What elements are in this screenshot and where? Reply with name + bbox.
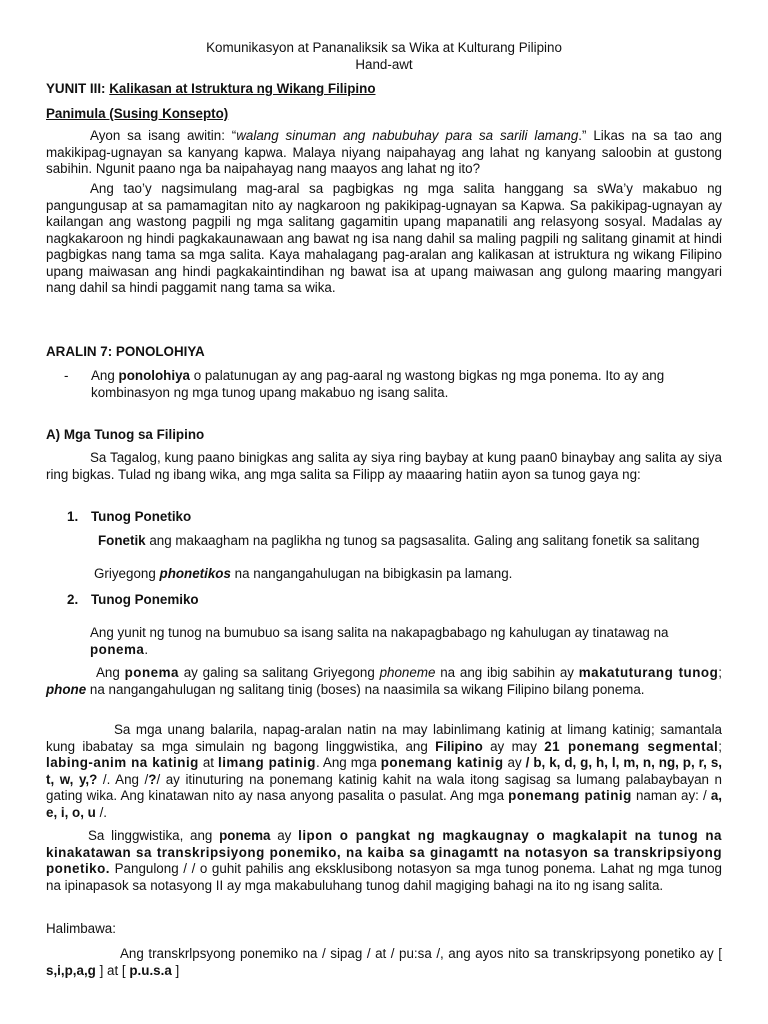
text-segment: na nangangahulugan ng salitang tinig (boses) na naasimila sa wikang Filipino bilang ponema. [86,681,645,697]
text-segment: . [144,641,149,657]
text-segment: Ayon sa isang awitin: “ [90,128,237,143]
text-segment: Ang transkrlpsyong ponemiko na / sipag / at / pu:sa /, ang ayos nito sa transkripsyong ponetiko ay [ [120,946,722,961]
term-ponemang-katinig: ponemang katinig [380,755,504,770]
unit-label: YUNIT III: [46,81,106,96]
intro-paragraph-2: Ang tao’y nagsimulang mag-aral sa pagbigkas ng mga salita hanggang sa sWa’y makabuo ng pangungusap at sa pamamagitan nito ay nagkaroon ng pakikipag-ugnayan sa Kapwa. Sa pakikipag-ugnayan ay kailangan ang wastong pagpili ng mga salitang gagamitin upang mapanatili ang relasyong sosyal. Madalas ay nagkakaroon ng hindi pagkakaunawaan ang bawat ng isa nang dahil sa maling pagpili ng salitang ginamit at hindi pagbigkas nang tama sa mga salita. Kaya mahalagang pag-aralan ang kalikasan at istruktura ng wikang Filipino upang maiwasan ang hindi pagkakaintindihan ng bawat isa at upang maiwasan ang gulong maaring mangyari nang dahil sa hindi paggamit nang tama sa wika. [46,181,722,295]
item-1-heading [67,509,743,526]
item-2-paragraph-3 [46,722,722,821]
text-segment: ay [503,755,526,770]
term-fonetik: Fonetik [98,533,146,548]
item-number: 1. [67,509,79,524]
text-segment: Ang yunit ng tunog na bumubuo sa isang salita na nakapagbabago ng kahulugan ay tinatawag na [90,625,669,640]
text-segment: / ay itinuturing na ponemang katinig kahit na wala itong sagisag sa lumang palabaybayan n gating wika. Ang kinatawan nito ay nasa anyong pasalita o pasulat. Ang mga [46,771,722,803]
header-subtitle: Hand-awt [355,56,413,72]
term-makatuturang-tunog: makatuturang tunog [578,665,719,680]
text-segment: ; [718,665,722,680]
document-header [46,40,722,73]
phonetic-pusa: p.u.s.a [129,962,172,978]
bullet-text [91,368,722,401]
term-phonetikos: phonetikos [159,566,231,581]
text-segment: Ang [91,368,119,383]
item-2-paragraph-4 [46,828,722,894]
ponema-definition: lipon o pangkat ng magkaugnay o magkalapit na tunog na kinakatawan sa transkripsiyong ponemiko, na kaiba sa ginagamtt na notasyon sa transkripsiyong ponetiko. [46,828,722,876]
text-segment: . Ang mga [315,755,381,770]
term-phone: phone [46,681,87,697]
song-quote: walang sinuman ang nabubuhay para sa sarili lamang [236,128,579,143]
text-segment: Sa linggwistika, ang [88,828,220,843]
item-1-paragraph [46,533,722,550]
bullet-dash: - [64,368,69,383]
text-segment: ] [171,962,180,978]
example-label: Halimbawa: [46,921,116,936]
section-a-intro: Sa Tagalog, kung paano binigkas ang salita ay siya ring baybay at kung paan0 binaybay ang salita ay siya ring bigkas. Tulad ng ibang wika, ang mga salita sa Filipp ay maaaring hatiin ayon sa tunog gaya ng: [46,450,722,482]
text-segment: Griyegong [94,566,160,581]
section-a-heading: A) Mga Tunog sa Filipino [46,427,205,442]
text-segment: ay galing sa salitang Griyegong [178,665,380,680]
example-paragraph [46,946,722,979]
text-segment: ang makaagham na paglikha ng tunog sa pagsasalita. Galing ang salitang fonetik sa salitang [145,533,700,548]
text-segment: ay [270,828,299,843]
intro-paragraph-1 [46,128,722,178]
item-title: Tunog Ponemiko [91,592,199,607]
text-segment: Pangulong / / o guhit pahilis ang eksklusibong notasyon sa mga tunog ponema. Lahat ng mga tunog na ipinapasok sa notasyong II ay mga makabuluhang tunog dahil magiging bahagi na ito ng isang salita. [46,861,722,893]
text-segment: .” Likas na sa tao ang makikipag-ugnayan sa kanyang kapwa. Malaya niyang naipahayag ang lahat ng kanyang saloobin at gustong sabihin. Ngunit paano nga ba naipahayag nang maayos ang lahat ng ito? [46,128,722,176]
unit-heading [46,81,722,98]
term-21-ponemang-segmental: 21 ponemang segmental [544,738,719,754]
text-segment: ] at [ [95,962,130,978]
term-ponema: ponema [219,828,271,843]
text-segment: o palatunugan ay ang pag-aaral ng wastong bigkas ng mga ponema. Ito ay ang kombinasyon ng mga tunog upang makabuo ng isang salita. [91,368,665,400]
term-filipino: Filipino [435,738,483,754]
text-segment: naman ay: / [631,788,711,803]
text-segment: na nangangahulugan na bibigkasin pa lamang. [230,566,513,581]
term-ponema: ponema [124,665,179,680]
term-ponema: ponema [90,641,145,657]
term-labing-anim-na-katinig: labing-anim na katinig [46,755,199,770]
text-segment: na ang ibig sabihin ay [435,665,579,680]
item-2-paragraph-1 [90,625,722,658]
phonetic-sipag: s,i,p,a,g [46,962,96,978]
lesson-heading: ARALIN 7: PONOLOHIYA [46,344,205,359]
text-segment: Ang [96,665,125,680]
text-segment: ay may [482,738,545,754]
vowel-list: a, e, i, o, u [46,788,722,820]
item-2-heading [67,592,743,609]
unit-title: Kalikasan at Istruktura ng Wikang Filipino [109,81,376,96]
item-title: Tunog Ponetiko [91,509,192,524]
lesson-bullet [64,368,722,401]
item-number: 2. [67,592,79,607]
text-segment: Sa mga unang balarila, napag-aralan natin na may labinlimang katinig at limang katinig; samantala kung ibabatay sa mga simulain ng bagong linggwistika, ang [46,722,722,754]
term-phoneme: phoneme [379,665,436,680]
term-ponolohiya: ponolohiya [118,368,190,383]
text-segment: /. [95,804,108,820]
glottal-stop-symbol: ? [148,771,157,787]
item-2-paragraph-2 [46,665,722,698]
item-1-paragraph-cont [94,566,722,583]
text-segment: /. Ang / [97,771,149,787]
header-title: Komunikasyon at Pananaliksik sa Wika at Kulturang Pilipino [206,40,562,55]
consonant-list: / b, k, d, g, h, l, m, n, ng, p, r, s, t, w, y,? [46,755,722,787]
intro-heading: Panimula (Susing Konsepto) [46,106,229,121]
term-ponemang-patinig: ponemang patinig [508,788,632,803]
text-segment: at [198,755,218,770]
text-segment: ; [718,738,722,754]
term-limang-patinig: limang patinig [217,755,316,770]
